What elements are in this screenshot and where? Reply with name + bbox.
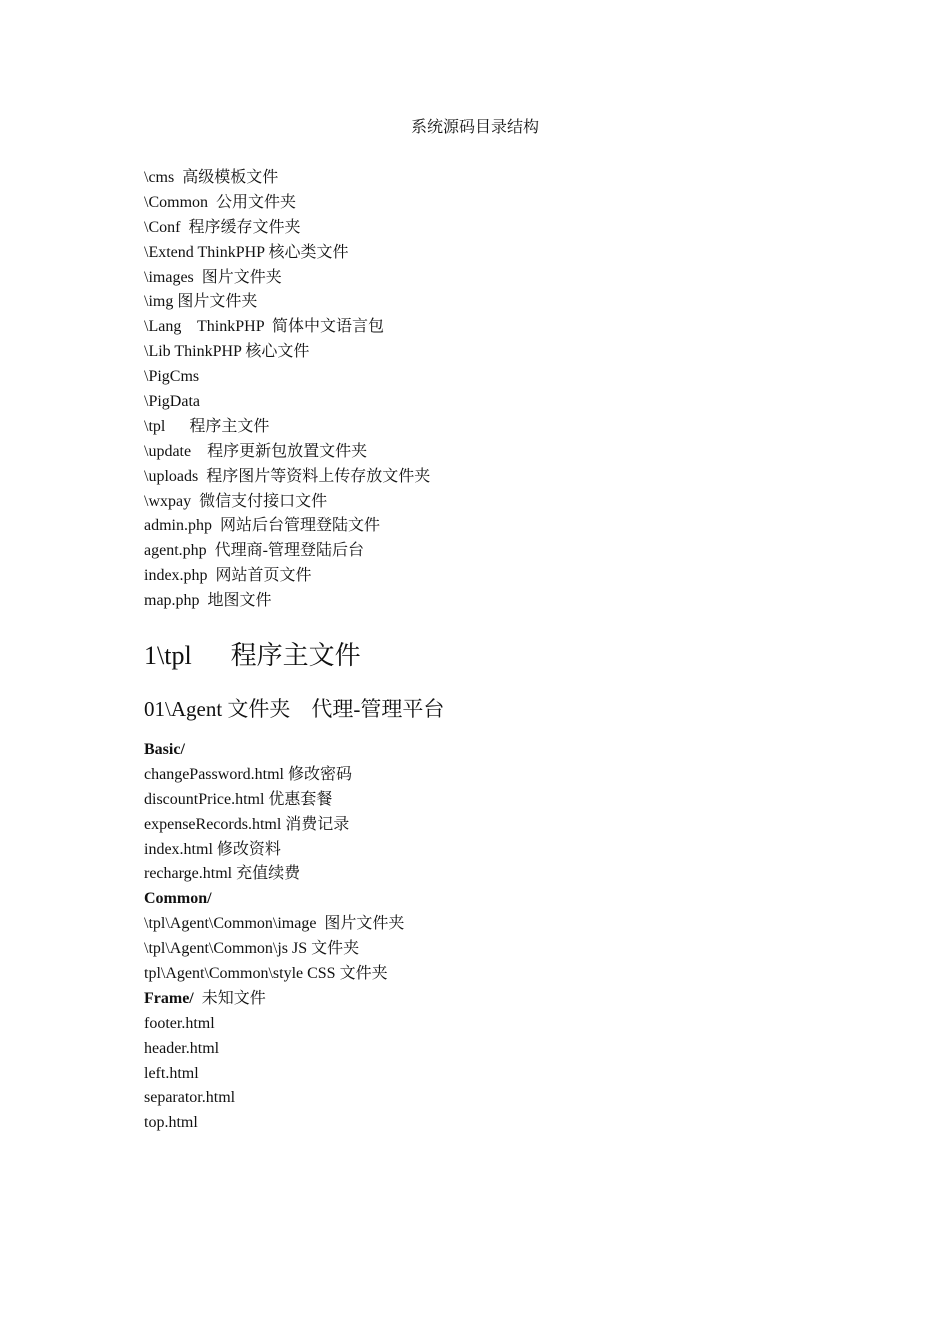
basic-item-recharge: recharge.html 充值续费	[144, 865, 301, 883]
frame-item-separator: separator.html	[144, 1089, 236, 1107]
common-item-image: \tpl\Agent\Common\image 图片文件夹	[144, 915, 405, 933]
frame-item-header: header.html	[144, 1039, 220, 1057]
subsection-heading-agent: 01\Agent 文件夹 代理-管理平台	[144, 697, 445, 721]
document-title: 系统源码目录结构	[410, 119, 539, 136]
agent-folder-list	[144, 738, 404, 1136]
root-entry-update: \update 程序更新包放置文件夹	[144, 442, 368, 460]
root-entry-wxpay: \wxpay 微信支付接口文件	[144, 492, 328, 510]
root-entry-uploads: \uploads 程序图片等资料上传存放文件夹	[144, 467, 431, 485]
root-entry-agent-php: agent.php 代理商-管理登陆后台	[144, 542, 364, 560]
root-entry-common: \Common 公用文件夹	[144, 193, 297, 211]
root-entry-list	[144, 166, 430, 614]
frame-item-left: left.html	[144, 1064, 199, 1082]
basic-item-expense-records: expenseRecords.html 消费记录	[144, 815, 350, 833]
root-entry-pigcms: \PigCms	[144, 368, 200, 386]
root-entry-cms: \cms 高级模板文件	[144, 169, 279, 186]
basic-item-change-password: changePassword.html 修改密码	[144, 765, 352, 783]
common-folder-label: Common/	[144, 890, 212, 908]
root-entry-lang: \Lang ThinkPHP 简体中文语言包	[144, 318, 385, 336]
root-entry-tpl: \tpl 程序主文件	[144, 417, 270, 435]
root-entry-images: \images 图片文件夹	[144, 268, 282, 286]
frame-folder-note: 未知文件	[193, 989, 266, 1007]
root-entry-lib: \Lib ThinkPHP 核心文件	[144, 343, 310, 361]
basic-item-discount-price: discountPrice.html 优惠套餐	[144, 790, 333, 808]
root-entry-map-php: map.php 地图文件	[144, 592, 272, 610]
basic-folder-label: Basic/	[144, 741, 185, 758]
common-item-js: \tpl\Agent\Common\js JS 文件夹	[144, 940, 360, 958]
common-item-style: tpl\Agent\Common\style CSS 文件夹	[144, 965, 388, 983]
basic-item-index: index.html 修改资料	[144, 840, 281, 858]
root-entry-index-php: index.php 网站首页文件	[144, 567, 312, 585]
root-entry-pigdata: \PigData	[144, 393, 200, 411]
frame-item-footer: footer.html	[144, 1014, 215, 1032]
frame-folder-row	[144, 987, 404, 1012]
root-entry-conf: \Conf 程序缓存文件夹	[144, 218, 301, 236]
root-entry-admin-php: admin.php 网站后台管理登陆文件	[144, 517, 380, 535]
root-entry-extend: \Extend ThinkPHP 核心类文件	[144, 243, 349, 261]
frame-item-top: top.html	[144, 1114, 198, 1132]
section-heading-tpl: 1\tpl 程序主文件	[144, 641, 361, 670]
frame-folder-label: Frame/	[144, 989, 194, 1007]
root-entry-img: \img 图片文件夹	[144, 293, 258, 311]
